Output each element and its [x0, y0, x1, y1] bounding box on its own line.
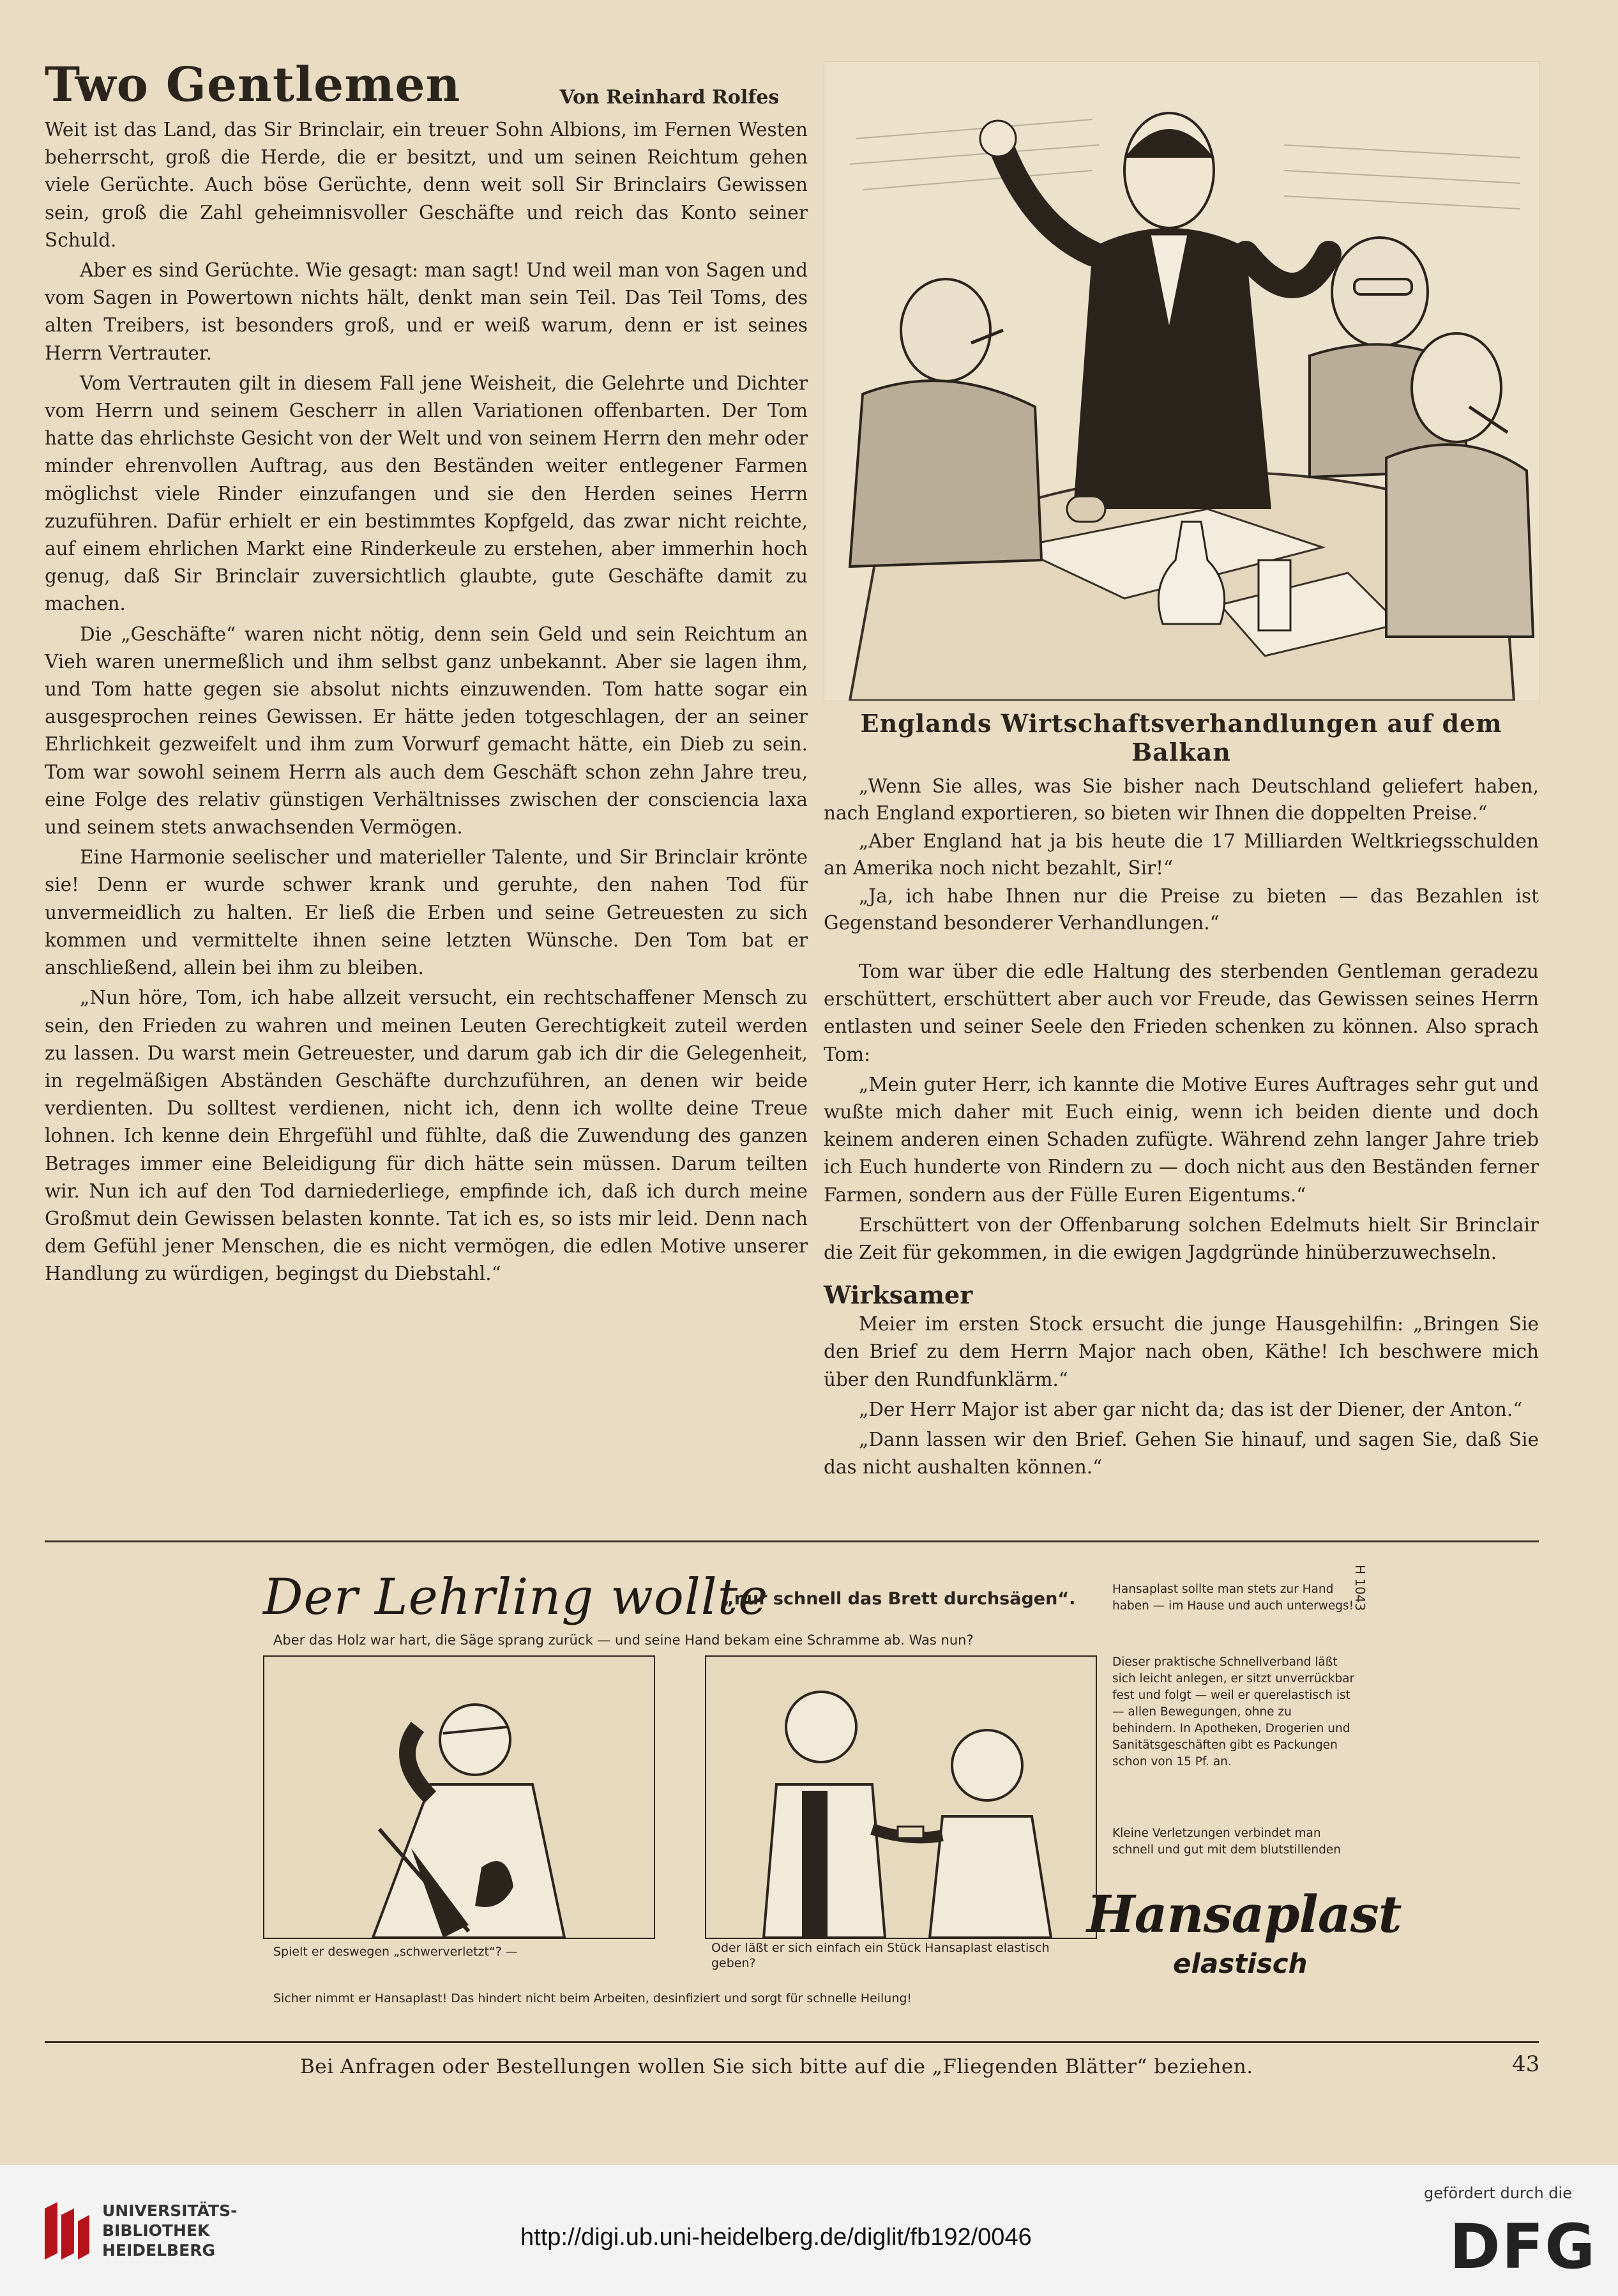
- ad-footer-text: Sicher nimmt er Hansaplast! Das hindert nicht beim Arbeiten, desinfiziert und sorgt für schnelle Heilung!: [273, 1991, 912, 2005]
- article-paragraph: „Mein guter Herr, ich kannte die Motive Eures Auftrages sehr gut und wußte mich daher mit Euch einig, wenn ich beiden diente und doch keinem anderen einen Schaden zufügte. Während zehn langer Jahre trieb ich Euch hunderte von Rindern zu — doch nicht aus den Beständen ferner Farmen, sondern aus der Fülle Euren Eigentums.“: [824, 1073, 1539, 1206]
- article-title: Two Gentlemen: [45, 57, 461, 112]
- apprentice-injured-illustration: [264, 1657, 654, 1938]
- cartoon-caption-line: „Ja, ich habe Ihnen nur die Preise zu bieten — das Bezahlen ist Gegenstand besonderer Verhandlungen.“: [824, 885, 1539, 934]
- brand-logo: Hansaplast: [1087, 1884, 1402, 1944]
- dfg-logo: DFG: [1449, 2211, 1597, 2283]
- article-byline: Von Reinhard Rolfes: [559, 86, 780, 109]
- university-library-logo-icon: [38, 2196, 93, 2266]
- ad-headline: Der Lehrling wollte: [263, 1569, 769, 1626]
- joke-title: Wirksamer: [824, 1281, 973, 1310]
- ad-code: H 1043: [1352, 1565, 1368, 1611]
- ad-side-text: Hansaplast sollte man stets zur Hand haben — im Hause und auch unterwegs!: [1112, 1583, 1354, 1613]
- ad-panel-right: [705, 1655, 1097, 1939]
- article-column: [45, 57, 808, 1291]
- viewer-footer-bar: [0, 2165, 1618, 2296]
- divider-rule: [45, 1540, 1539, 1542]
- panel-left-caption: Spielt er deswegen „schwerverletzt“? —: [273, 1945, 518, 1959]
- article-paragraph: Die „Geschäfte“ waren nicht nötig, denn sein Geld und sein Reichtum an Vieh waren unermeßlich und ihm selbst ganz unbekannt. Aber sie lagen ihm, und Tom hatte gegen sie absolut nichts einzuwenden. Tom hatte sogar ein ausgesprochen reines Gewissen. Er hätte jeden totgeschlagen, der an seiner Ehrlichkeit gezweifelt und ihm zum Vorwurf gemacht hätte, ein Dieb zu sein. Tom war sowohl seinem Herrn als auch dem Geschäft schon zehn Jahre treu, eine Folge des relativ günstigen Verhältnisses zwischen der consciencia laxa und seinem stets anwachsenden Vermögen.: [45, 623, 808, 839]
- hansaplast-advertisement: [238, 1558, 1438, 2037]
- ad-side-text: Kleine Verletzungen verbindet man schnell und gut mit dem blutstillenden: [1112, 1827, 1341, 1857]
- page-footer-notice: Bei Anfragen oder Bestellungen wollen Sie sich bitte auf die „Fliegenden Blätter“ beziehen.: [300, 2055, 1253, 2078]
- plaster-applied-illustration: [706, 1657, 1096, 1938]
- brand-subtitle: elastisch: [1173, 1948, 1308, 1979]
- panel-right-caption: Oder läßt er sich einfach ein Stück Hansaplast elastisch geben?: [711, 1941, 1050, 1970]
- ad-intro: Aber das Holz war hart, die Säge sprang zurück — und seine Hand bekam eine Schramme ab. Was nun?: [273, 1632, 974, 1648]
- article-paragraph: Tom war über die edle Haltung des sterbenden Gentleman geradezu erschüttert, erschüttert aber auch vor Freude, das Gewissen seines Herrn entlasten und seiner Seele den Frieden schenken zu können. Also sprach Tom:: [824, 961, 1539, 1065]
- divider-rule: [45, 2041, 1539, 2043]
- library-name: UNIVERSITÄTS- BIBLIOTHEK HEIDELBERG: [102, 2201, 238, 2260]
- article-paragraph: Vom Vertrauten gilt in diesem Fall jene Weisheit, die Gelehrte und Dichter vom Herrn und seinem Gescherr in allen Variationen offenbarten. Der Tom hatte das ehrlichste Gesicht von der Welt und von seinem Herrn den mehr oder minder ehrenvollen Auftrag, aus den Beständen weiter entlegener Farmen möglichst viele Rinder einzufangen und sie den Herden seines Herrn zuzuführen. Dafür erhielt er ein bestimmtes Kopfgeld, das zwar nicht reichte, auf einem ehrlichen Markt eine Rinderkeule zu erstehen, aber immerhin hoch genug, daß Sir Brinclair zuversichtlich glaubte, gute Geschäfte damit zu machen.: [45, 372, 808, 615]
- political-cartoon-illustration: [824, 61, 1540, 701]
- joke-line: „Dann lassen wir den Brief. Gehen Sie hinauf, und sagen Sie, daß Sie das nicht aushalten können.“: [824, 1429, 1539, 1479]
- article-paragraph: Weit ist das Land, das Sir Brinclair, ein treuer Sohn Albions, im Fernen Westen beherrscht, groß die Herde, die er besitzt, und um seinen Reichtum gehen viele Gerüchte. Auch böse Gerüchte, denn weit soll Sir Brinclairs Gewissen sein, groß die Zahl geheimnisvoller Geschäfte und reich das Konto seiner Schuld.: [45, 119, 808, 251]
- article-header: [45, 57, 808, 116]
- cartoon-title: Englands Wirtschaftsverhandlungen auf dem Balkan: [860, 709, 1502, 766]
- joke-line: „Der Herr Major ist aber gar nicht da; das ist der Diener, der Anton.“: [859, 1398, 1523, 1420]
- article-continuation: [824, 958, 1539, 1266]
- cartoon-caption-line: „Wenn Sie alles, was Sie bisher nach Deutschland geliefert haben, nach England exportieren, so bieten wir Ihnen die doppelten Preise.“: [824, 775, 1539, 824]
- ad-panel-left: [263, 1655, 655, 1939]
- funded-by-label: gefördert durch die: [1424, 2184, 1572, 2202]
- page-number: 43: [1512, 2051, 1540, 2077]
- document-url-link[interactable]: http://digi.ub.uni-heidelberg.de/diglit/fb192/0046: [520, 2224, 1032, 2251]
- joke-line: Meier im ersten Stock ersucht die junge Hausgehilfin: „Bringen Sie den Brief zu dem Herrn Major nach oben, Käthe! Ich beschwere mich über den Rundfunklärm.“: [824, 1313, 1539, 1390]
- right-column: [824, 61, 1539, 1484]
- ad-side-text: Dieser praktische Schnellverband läßt sich leicht anlegen, er sitzt unverrückbar fest und folgt — weil er querelastisch ist — allen Bewegungen, ohne zu behindern. In Apotheken, Drogerien und Sanitätsgeschäften gibt es Packungen schon von 15 Pf. an.: [1112, 1655, 1355, 1768]
- article-paragraph: Eine Harmonie seelischer und materieller Talente, und Sir Brinclair krönte sie! Denn er wurde schwer krank und geruhte, den nahen Tod für unvermeidlich zu halten. Er ließ die Erben und seine Getreuesten zu sich kommen und vermittelte ihnen seine letzten Wünsche. Den Tom bat er anschließend, allein bei ihm zu bleiben.: [45, 846, 808, 979]
- cartoon-drawing: [824, 62, 1539, 701]
- ad-slogan: „nur schnell das Brett durchsägen“.: [723, 1589, 1076, 1609]
- cartoon-caption-line: „Aber England hat ja bis heute die 17 Milliarden Weltkriegsschulden an Amerika noch nicht bezahlt, Sir!“: [824, 830, 1539, 879]
- article-paragraph: Aber es sind Gerüchte. Wie gesagt: man sagt! Und weil man von Sagen und vom Sagen in Powertown nichts hält, denkt man sein Teil. Das Teil Toms, des alten Treibers, ist besonders groß, und er weiß warum, denn er ist seines Herrn Vertrauter.: [45, 259, 808, 364]
- article-paragraph: Erschüttert von der Offenbarung solchen Edelmuts hielt Sir Brinclair die Zeit für gekommen, in die ewigen Jagdgründe hinüberzuwechseln.: [824, 1213, 1539, 1264]
- article-paragraph: „Nun höre, Tom, ich habe allzeit versucht, ein rechtschaffener Mensch zu sein, den Frieden zu wahren und meinen Leuten Gerechtigkeit zuteil werden zu lassen. Du warst mein Getreuester, und darum gab ich dir die Gelegenheit, in regelmäßigen Abständen Geschäfte durchzuführen, an denen wir beide verdienten. Du solltest verdienen, nicht ich, denn ich wollte deine Treue lohnen. Ich kenne dein Ehrgefühl und fühlte, daß die Zuwendung des ganzen Betrages immer eine Beleidigung für dich hätte sein müssen. Darum teilten wir. Nun ich auf den Tod darniederliege, empfinde ich, daß ich durch meine Großmut dein Gewissen belasten konnte. Tat ich es, so ists mir leid. Denn nach dem Gefühl jener Menschen, die es nicht vermögen, die edlen Motive unserer Handlung zu würdigen, begingst du Diebstahl.“: [45, 987, 808, 1285]
